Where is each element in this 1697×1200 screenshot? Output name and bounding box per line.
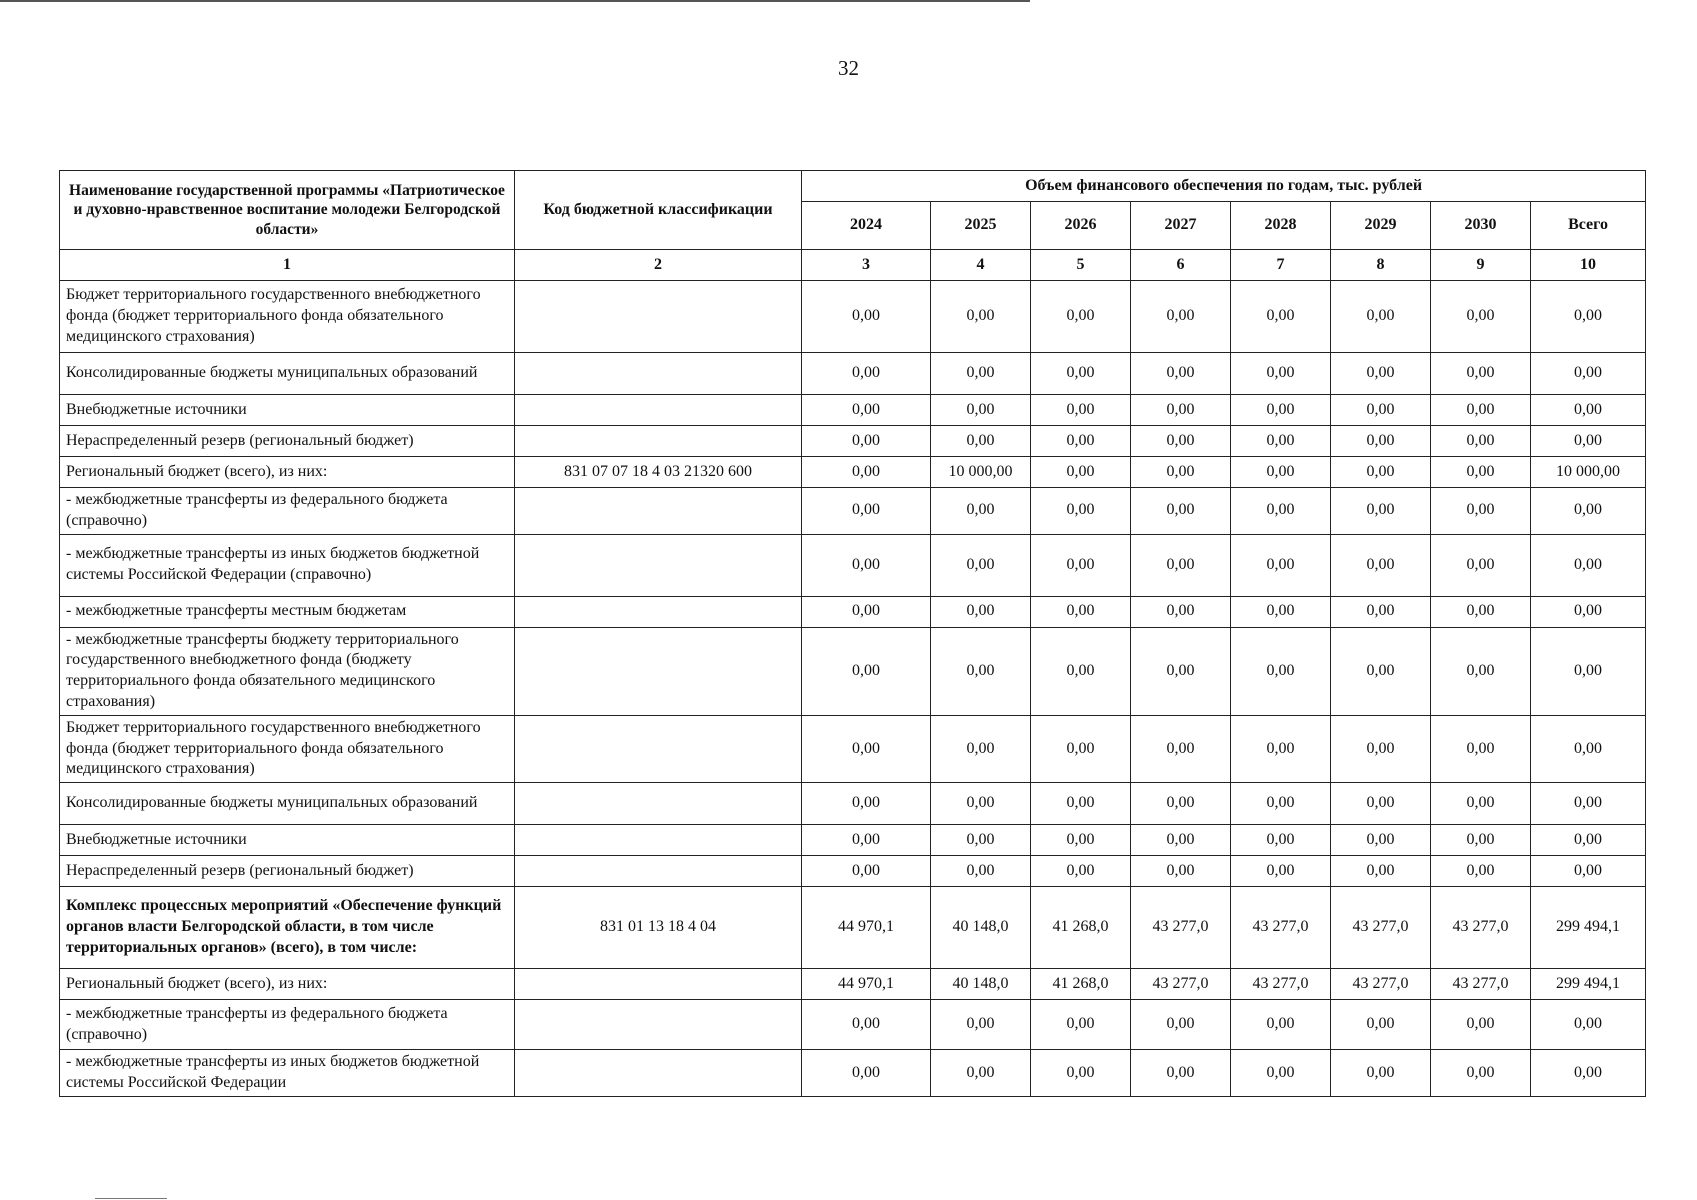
row-year-value-cell: 0,00 xyxy=(1331,426,1431,457)
column-number: 1 xyxy=(60,250,515,281)
row-total-cell: 10 000,00 xyxy=(1531,457,1646,488)
row-total-cell: 299 494,1 xyxy=(1531,969,1646,1000)
row-year-value-cell: 0,00 xyxy=(1331,488,1431,535)
table-row xyxy=(60,596,1646,627)
header-year: 2027 xyxy=(1131,202,1231,250)
row-year-value-cell: 0,00 xyxy=(1431,353,1531,395)
row-year-value-cell: 43 277,0 xyxy=(1431,887,1531,969)
row-year-value-cell: 43 277,0 xyxy=(1331,887,1431,969)
row-total-cell: 0,00 xyxy=(1531,783,1646,825)
row-year-value-cell: 0,00 xyxy=(802,426,931,457)
row-year-value-cell: 0,00 xyxy=(931,281,1031,353)
table-body xyxy=(60,281,1646,1097)
row-year-value-cell: 0,00 xyxy=(931,1000,1031,1050)
row-name-cell: Консолидированные бюджеты муниципальных образований xyxy=(60,783,515,825)
row-year-value-cell: 10 000,00 xyxy=(931,457,1031,488)
row-code-cell: 831 01 13 18 4 04 xyxy=(515,887,802,969)
column-number: 10 xyxy=(1531,250,1646,281)
row-year-value-cell: 0,00 xyxy=(1431,783,1531,825)
row-code-cell xyxy=(515,488,802,535)
row-year-value-cell: 0,00 xyxy=(931,488,1031,535)
row-name-cell: Региональный бюджет (всего), из них: xyxy=(60,969,515,1000)
table-row xyxy=(60,353,1646,395)
row-year-value-cell: 0,00 xyxy=(1331,856,1431,887)
row-year-value-cell: 0,00 xyxy=(1431,856,1531,887)
row-year-value-cell: 0,00 xyxy=(1431,627,1531,715)
row-code-cell xyxy=(515,353,802,395)
column-number: 9 xyxy=(1431,250,1531,281)
row-total-cell: 0,00 xyxy=(1531,488,1646,535)
row-year-value-cell: 0,00 xyxy=(1231,534,1331,596)
row-code-cell xyxy=(515,969,802,1000)
row-code-cell xyxy=(515,426,802,457)
row-code-cell xyxy=(515,856,802,887)
row-year-value-cell: 0,00 xyxy=(1431,1000,1531,1050)
row-year-value-cell: 0,00 xyxy=(1131,426,1231,457)
row-code-cell xyxy=(515,534,802,596)
row-name-cell: - межбюджетные трансферты из иных бюджетов бюджетной системы Российской Федерации xyxy=(60,1050,515,1097)
row-year-value-cell: 0,00 xyxy=(1131,715,1231,782)
header-total: Всего xyxy=(1531,202,1646,250)
row-year-value-cell: 0,00 xyxy=(1331,1000,1431,1050)
row-year-value-cell: 41 268,0 xyxy=(1031,969,1131,1000)
row-year-value-cell: 0,00 xyxy=(802,488,931,535)
row-year-value-cell: 0,00 xyxy=(1431,1050,1531,1097)
row-year-value-cell: 0,00 xyxy=(1031,457,1131,488)
row-year-value-cell: 0,00 xyxy=(1131,596,1231,627)
row-code-cell xyxy=(515,596,802,627)
table-row xyxy=(60,426,1646,457)
row-name-cell: - межбюджетные трансферты из иных бюджетов бюджетной системы Российской Федерации (справочно) xyxy=(60,534,515,596)
row-total-cell: 0,00 xyxy=(1531,596,1646,627)
row-year-value-cell: 0,00 xyxy=(1331,596,1431,627)
row-name-cell: - межбюджетные трансферты бюджету территориального государственного внебюджетного фонда (бюджету территориального фонда обязательного медицинского страхования) xyxy=(60,627,515,715)
row-year-value-cell: 0,00 xyxy=(1031,627,1131,715)
row-year-value-cell: 0,00 xyxy=(1031,281,1131,353)
row-year-value-cell: 0,00 xyxy=(1031,353,1131,395)
row-year-value-cell: 0,00 xyxy=(802,596,931,627)
table-row xyxy=(60,825,1646,856)
row-total-cell: 0,00 xyxy=(1531,281,1646,353)
table-row xyxy=(60,783,1646,825)
row-total-cell: 0,00 xyxy=(1531,856,1646,887)
footer-mark xyxy=(95,1198,167,1199)
row-total-cell: 0,00 xyxy=(1531,1050,1646,1097)
header-year: 2028 xyxy=(1231,202,1331,250)
row-year-value-cell: 0,00 xyxy=(1431,534,1531,596)
row-year-value-cell: 0,00 xyxy=(1131,856,1231,887)
row-code-cell xyxy=(515,783,802,825)
row-year-value-cell: 0,00 xyxy=(1431,715,1531,782)
row-year-value-cell: 0,00 xyxy=(1031,534,1131,596)
column-number: 2 xyxy=(515,250,802,281)
row-code-cell xyxy=(515,627,802,715)
row-year-value-cell: 0,00 xyxy=(802,856,931,887)
row-year-value-cell: 0,00 xyxy=(1131,627,1231,715)
table-row xyxy=(60,969,1646,1000)
row-name-cell: Бюджет территориального государственного внебюджетного фонда (бюджет территориального фонда обязательного медицинского страхования) xyxy=(60,715,515,782)
page-number: 32 xyxy=(838,56,859,80)
scan-edge-line xyxy=(0,0,1030,2)
row-name-cell: - межбюджетные трансферты из федерального бюджета (справочно) xyxy=(60,488,515,535)
header-year: 2025 xyxy=(931,202,1031,250)
header-year: 2024 xyxy=(802,202,931,250)
table-row xyxy=(60,1000,1646,1050)
row-year-value-cell: 0,00 xyxy=(931,627,1031,715)
row-year-value-cell: 0,00 xyxy=(802,825,931,856)
row-year-value-cell: 0,00 xyxy=(1031,715,1131,782)
row-year-value-cell: 0,00 xyxy=(1131,353,1231,395)
row-year-value-cell: 0,00 xyxy=(1131,395,1231,426)
row-name-cell: - межбюджетные трансферты из федерального бюджета (справочно) xyxy=(60,1000,515,1050)
row-year-value-cell: 44 970,1 xyxy=(802,887,931,969)
header-budget-code: Код бюджетной классификации xyxy=(515,171,802,250)
row-year-value-cell: 0,00 xyxy=(1031,596,1131,627)
table-row xyxy=(60,488,1646,535)
table-row xyxy=(60,1050,1646,1097)
row-year-value-cell: 0,00 xyxy=(1231,1050,1331,1097)
row-code-cell xyxy=(515,825,802,856)
row-name-cell: Бюджет территориального государственного внебюджетного фонда (бюджет территориального фонда обязательного медицинского страхования) xyxy=(60,281,515,353)
row-year-value-cell: 0,00 xyxy=(1131,281,1231,353)
column-number: 5 xyxy=(1031,250,1131,281)
row-year-value-cell: 0,00 xyxy=(802,395,931,426)
row-year-value-cell: 0,00 xyxy=(931,395,1031,426)
row-name-cell: Внебюджетные источники xyxy=(60,825,515,856)
row-year-value-cell: 0,00 xyxy=(1431,395,1531,426)
table-row xyxy=(60,715,1646,782)
row-year-value-cell: 0,00 xyxy=(1131,1050,1231,1097)
row-year-value-cell: 0,00 xyxy=(1031,783,1131,825)
row-year-value-cell: 0,00 xyxy=(1131,825,1231,856)
row-year-value-cell: 0,00 xyxy=(1231,281,1331,353)
row-year-value-cell: 0,00 xyxy=(1231,1000,1331,1050)
row-year-value-cell: 0,00 xyxy=(931,715,1031,782)
row-year-value-cell: 43 277,0 xyxy=(1231,887,1331,969)
row-name-cell: Внебюджетные источники xyxy=(60,395,515,426)
row-year-value-cell: 0,00 xyxy=(1431,426,1531,457)
row-year-value-cell: 0,00 xyxy=(802,783,931,825)
row-year-value-cell: 0,00 xyxy=(1231,426,1331,457)
row-total-cell: 0,00 xyxy=(1531,534,1646,596)
row-year-value-cell: 0,00 xyxy=(1231,457,1331,488)
table-row xyxy=(60,457,1646,488)
table-row xyxy=(60,856,1646,887)
row-year-value-cell: 0,00 xyxy=(1331,281,1431,353)
row-year-value-cell: 0,00 xyxy=(1031,825,1131,856)
row-year-value-cell: 44 970,1 xyxy=(802,969,931,1000)
row-total-cell: 299 494,1 xyxy=(1531,887,1646,969)
row-name-cell: Региональный бюджет (всего), из них: xyxy=(60,457,515,488)
column-number: 6 xyxy=(1131,250,1231,281)
table-row xyxy=(60,627,1646,715)
row-year-value-cell: 40 148,0 xyxy=(931,887,1031,969)
row-year-value-cell: 0,00 xyxy=(1131,457,1231,488)
row-year-value-cell: 43 277,0 xyxy=(1131,969,1231,1000)
column-number: 8 xyxy=(1331,250,1431,281)
row-year-value-cell: 0,00 xyxy=(931,783,1031,825)
row-year-value-cell: 0,00 xyxy=(1231,488,1331,535)
budget-table xyxy=(59,170,1646,1097)
header-year: 2029 xyxy=(1331,202,1431,250)
row-year-value-cell: 43 277,0 xyxy=(1131,887,1231,969)
row-code-cell xyxy=(515,1000,802,1050)
table-row xyxy=(60,887,1646,969)
row-year-value-cell: 0,00 xyxy=(1331,457,1431,488)
row-year-value-cell: 0,00 xyxy=(1231,783,1331,825)
row-year-value-cell: 0,00 xyxy=(1231,596,1331,627)
row-year-value-cell: 0,00 xyxy=(931,596,1031,627)
row-year-value-cell: 0,00 xyxy=(1331,715,1431,782)
row-year-value-cell: 43 277,0 xyxy=(1331,969,1431,1000)
row-year-value-cell: 0,00 xyxy=(1231,856,1331,887)
row-year-value-cell: 0,00 xyxy=(1031,395,1131,426)
row-year-value-cell: 0,00 xyxy=(1331,1050,1431,1097)
row-name-cell: Комплекс процессных мероприятий «Обеспечение функций органов власти Белгородской области, в том числе территориальных органов» (всего), в том числе: xyxy=(60,887,515,969)
row-year-value-cell: 40 148,0 xyxy=(931,969,1031,1000)
row-total-cell: 0,00 xyxy=(1531,627,1646,715)
row-code-cell xyxy=(515,1050,802,1097)
row-year-value-cell: 0,00 xyxy=(931,534,1031,596)
row-name-cell: Консолидированные бюджеты муниципальных образований xyxy=(60,353,515,395)
header-program-name: Наименование государственной программы «Патриотическое и духовно-нравственное воспитание молодежи Белгородской области» xyxy=(60,171,515,250)
row-year-value-cell: 0,00 xyxy=(1431,457,1531,488)
row-total-cell: 0,00 xyxy=(1531,426,1646,457)
row-name-cell: Нераспределенный резерв (региональный бюджет) xyxy=(60,426,515,457)
row-year-value-cell: 0,00 xyxy=(1031,1050,1131,1097)
row-year-value-cell: 0,00 xyxy=(1431,596,1531,627)
row-year-value-cell: 0,00 xyxy=(1031,856,1131,887)
row-year-value-cell: 0,00 xyxy=(1231,627,1331,715)
row-name-cell: Нераспределенный резерв (региональный бюджет) xyxy=(60,856,515,887)
header-row-top xyxy=(60,171,1646,202)
row-name-cell: - межбюджетные трансферты местным бюджетам xyxy=(60,596,515,627)
column-number-row xyxy=(60,250,1646,281)
row-code-cell: 831 07 07 18 4 03 21320 600 xyxy=(515,457,802,488)
row-year-value-cell: 43 277,0 xyxy=(1231,969,1331,1000)
row-year-value-cell: 0,00 xyxy=(802,353,931,395)
row-year-value-cell: 0,00 xyxy=(931,1050,1031,1097)
header-funding-group: Объем финансового обеспечения по годам, тыс. рублей xyxy=(802,171,1646,202)
row-year-value-cell: 0,00 xyxy=(802,627,931,715)
table-row xyxy=(60,395,1646,426)
row-year-value-cell: 0,00 xyxy=(1331,395,1431,426)
row-year-value-cell: 0,00 xyxy=(1031,488,1131,535)
row-year-value-cell: 0,00 xyxy=(1331,353,1431,395)
row-year-value-cell: 0,00 xyxy=(1131,488,1231,535)
row-year-value-cell: 0,00 xyxy=(802,1050,931,1097)
row-year-value-cell: 0,00 xyxy=(1231,825,1331,856)
row-total-cell: 0,00 xyxy=(1531,715,1646,782)
row-year-value-cell: 0,00 xyxy=(1331,783,1431,825)
row-year-value-cell: 0,00 xyxy=(802,715,931,782)
row-year-value-cell: 0,00 xyxy=(931,353,1031,395)
row-total-cell: 0,00 xyxy=(1531,825,1646,856)
row-total-cell: 0,00 xyxy=(1531,1000,1646,1050)
row-year-value-cell: 0,00 xyxy=(802,534,931,596)
row-year-value-cell: 0,00 xyxy=(1431,825,1531,856)
header-year: 2026 xyxy=(1031,202,1131,250)
row-year-value-cell: 0,00 xyxy=(1131,534,1231,596)
column-number: 4 xyxy=(931,250,1031,281)
header-year: 2030 xyxy=(1431,202,1531,250)
row-year-value-cell: 0,00 xyxy=(1331,534,1431,596)
row-total-cell: 0,00 xyxy=(1531,353,1646,395)
row-year-value-cell: 0,00 xyxy=(1031,1000,1131,1050)
row-code-cell xyxy=(515,281,802,353)
row-year-value-cell: 0,00 xyxy=(1431,488,1531,535)
row-year-value-cell: 0,00 xyxy=(802,457,931,488)
row-year-value-cell: 0,00 xyxy=(802,281,931,353)
row-year-value-cell: 0,00 xyxy=(1031,426,1131,457)
table-row xyxy=(60,534,1646,596)
table-row xyxy=(60,281,1646,353)
row-year-value-cell: 41 268,0 xyxy=(1031,887,1131,969)
column-number: 7 xyxy=(1231,250,1331,281)
column-number: 3 xyxy=(802,250,931,281)
row-year-value-cell: 0,00 xyxy=(1131,1000,1231,1050)
row-year-value-cell: 0,00 xyxy=(931,825,1031,856)
row-year-value-cell: 0,00 xyxy=(1231,715,1331,782)
row-year-value-cell: 0,00 xyxy=(1131,783,1231,825)
row-code-cell xyxy=(515,715,802,782)
row-total-cell: 0,00 xyxy=(1531,395,1646,426)
row-year-value-cell: 0,00 xyxy=(1431,281,1531,353)
row-year-value-cell: 0,00 xyxy=(931,426,1031,457)
row-year-value-cell: 0,00 xyxy=(931,856,1031,887)
row-year-value-cell: 0,00 xyxy=(1331,627,1431,715)
row-year-value-cell: 0,00 xyxy=(802,1000,931,1050)
row-year-value-cell: 43 277,0 xyxy=(1431,969,1531,1000)
row-code-cell xyxy=(515,395,802,426)
row-year-value-cell: 0,00 xyxy=(1231,353,1331,395)
row-year-value-cell: 0,00 xyxy=(1331,825,1431,856)
row-year-value-cell: 0,00 xyxy=(1231,395,1331,426)
